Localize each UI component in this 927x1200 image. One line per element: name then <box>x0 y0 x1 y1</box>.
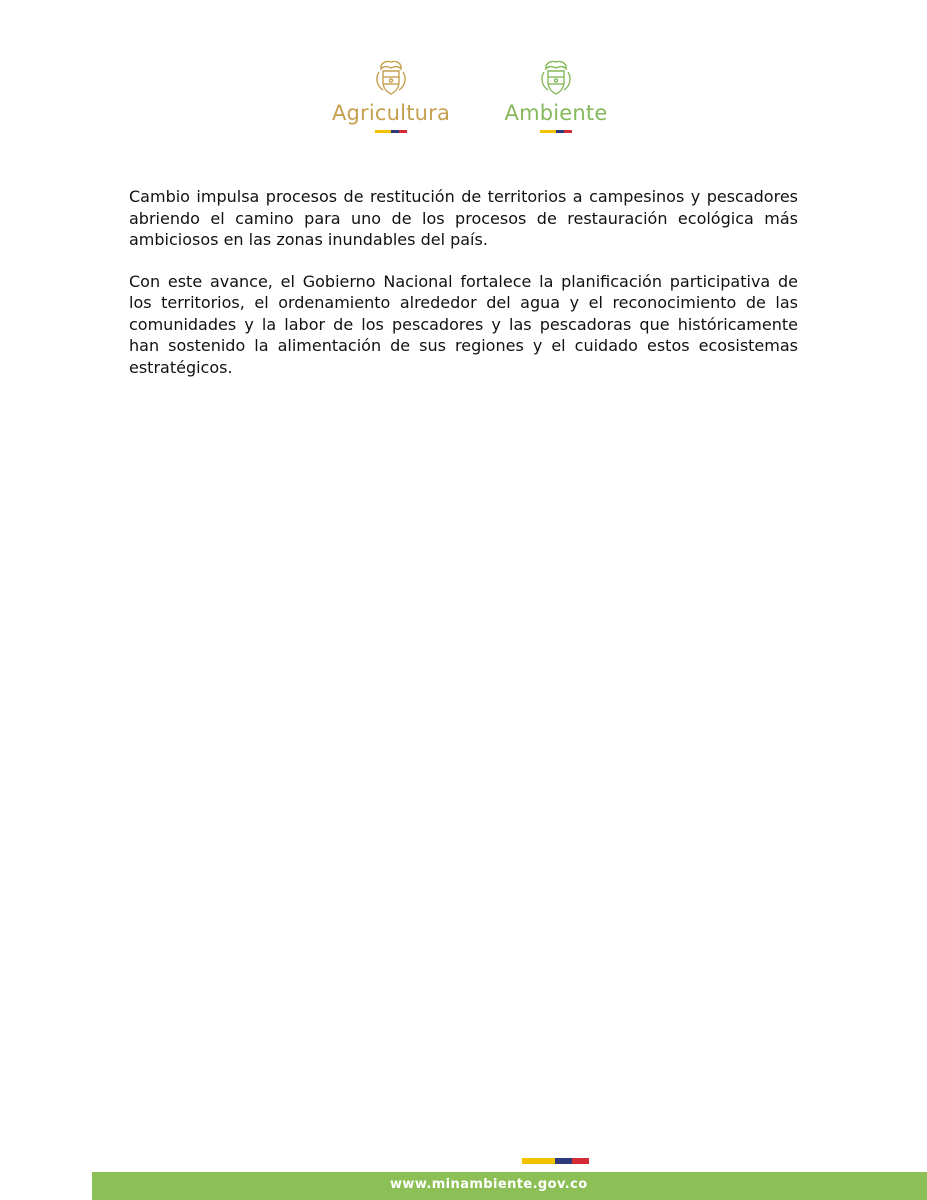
body-paragraph: Con este avance, el Gobierno Nacional fortalece la planificación participativa de los territorios, el ordenamiento alrededor del agua y el reconocimiento de las comunidades y la labor de los pescadores y las pescadoras que históricamente han sostenido la alimentación de sus regiones y el cuidado estos ecosistemas estratégicos. <box>129 271 798 377</box>
body-paragraph: Cambio impulsa procesos de restitución de territorios a campesinos y pescadores abriendo el camino para uno de los procesos de restauración ecológica más ambiciosos en las zonas inundables del país. <box>129 187 798 249</box>
ambiente-flag-bar <box>498 130 614 133</box>
colombia-coat-of-arms-icon <box>536 58 576 98</box>
document-body <box>129 186 798 398</box>
footer-bar <box>92 1172 927 1200</box>
ambiente-logo-text: Ambiente <box>504 101 608 125</box>
footer-website-url: www.minambiente.gov.co <box>390 1177 588 1192</box>
agricultura-logo <box>328 58 454 133</box>
letterhead-header <box>0 0 927 150</box>
agricultura-logo-text: Agricultura <box>331 101 451 125</box>
colombia-coat-of-arms-icon <box>371 58 411 98</box>
ambiente-logo <box>498 58 614 133</box>
agricultura-flag-bar <box>328 130 454 133</box>
footer-flag-bar <box>522 1158 589 1164</box>
